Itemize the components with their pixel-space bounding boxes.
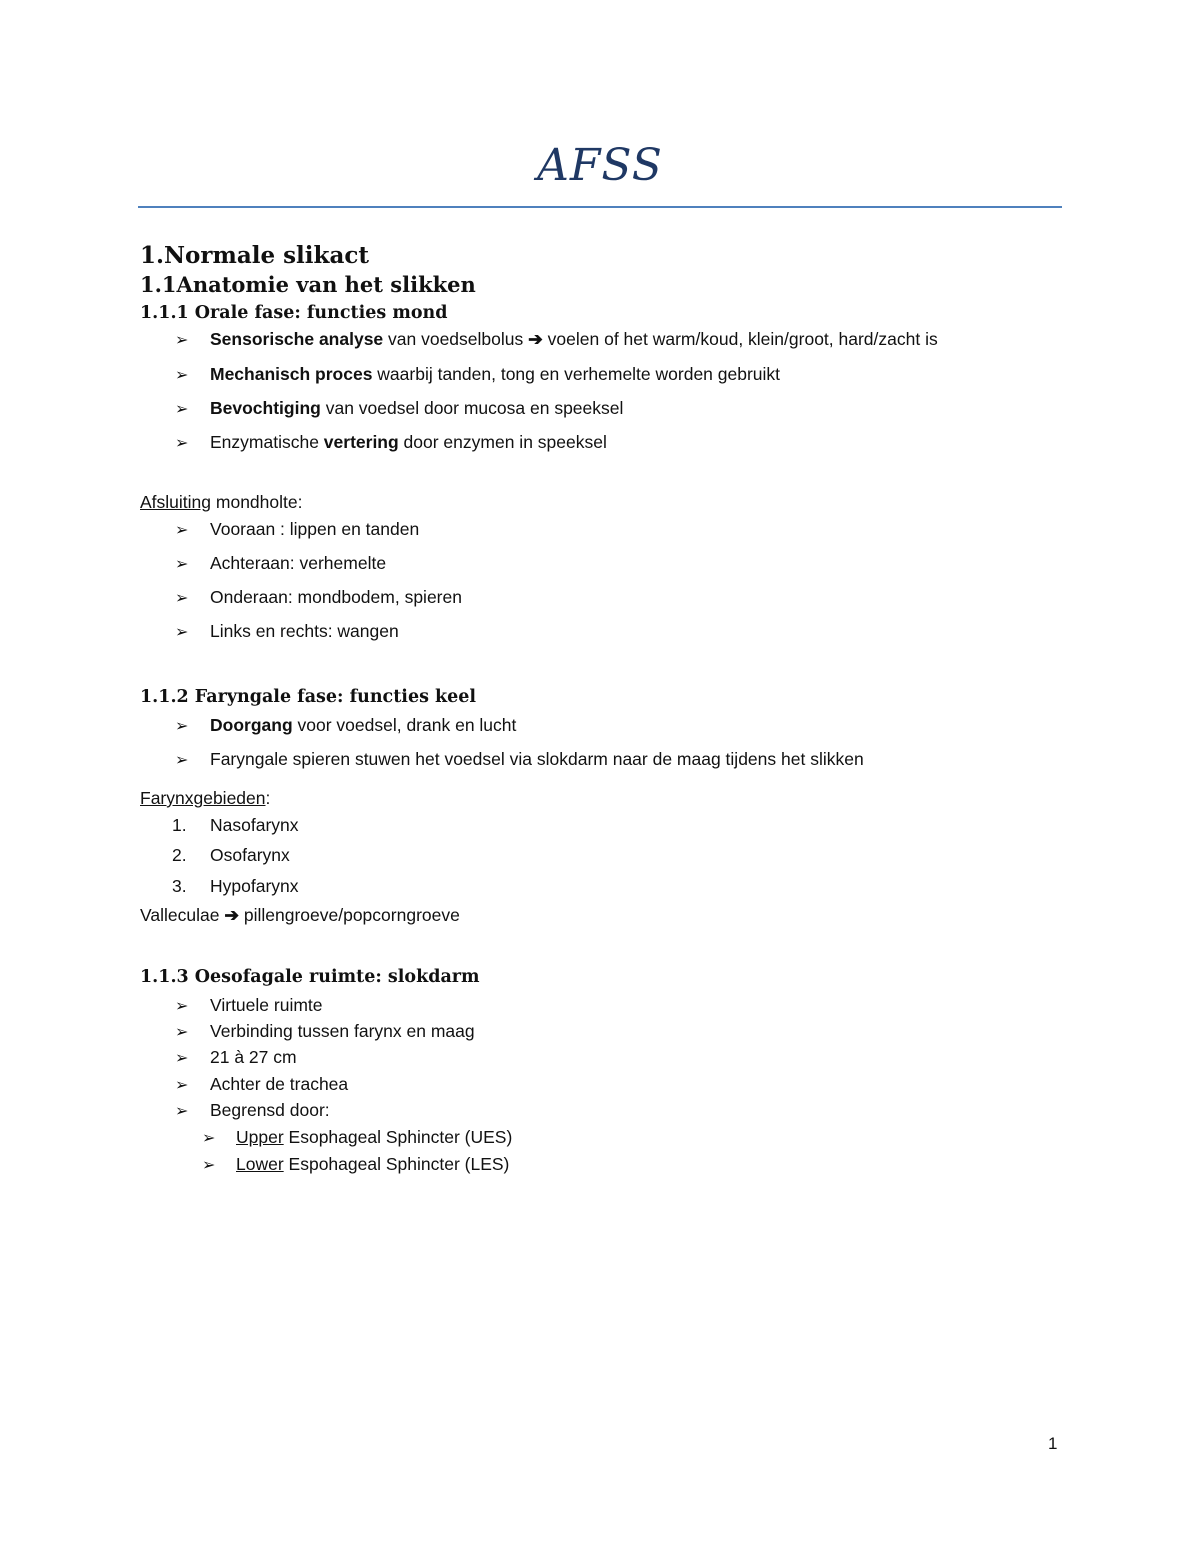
page-number: 1	[1048, 1434, 1058, 1453]
afsluiting-label: Afsluiting mondholte:	[140, 492, 303, 512]
document-title: AFSS	[537, 140, 663, 191]
list-item: Verbinding tussen farynx en maag	[210, 1021, 475, 1041]
list-item: Vooraan : lippen en tanden	[210, 519, 420, 539]
bullet-arrow-icon: ➢	[202, 1157, 216, 1174]
valleculae-line: Valleculae ➔ pillengroeve/popcorngroeve	[140, 905, 460, 925]
right-arrow-icon: ➔	[224, 905, 239, 925]
bullet-arrow-icon: ➢	[202, 1130, 216, 1147]
list-item: Doorgang voor voedsel, drank en lucht	[210, 715, 517, 735]
heading-1: 1.Normale slikact	[140, 242, 370, 269]
list-item: Nasofarynx	[210, 815, 299, 835]
list-item: Bevochtiging van voedsel door mucosa en speeksel	[210, 398, 624, 418]
heading-1-1-2: 1.1.2 Faryngale fase: functies keel	[140, 687, 477, 707]
list-item: Enzymatische vertering door enzymen in speeksel	[210, 432, 607, 452]
bullet-arrow-icon: ➢	[175, 1050, 189, 1067]
bullet-arrow-icon: ➢	[175, 752, 189, 769]
list-number: 3.	[172, 876, 187, 896]
list-item: 21 à 27 cm	[210, 1047, 297, 1067]
list-item: Osofarynx	[210, 845, 290, 865]
bullet-arrow-icon: ➢	[175, 401, 189, 418]
list-item: Faryngale spieren stuwen het voedsel via slokdarm naar de maag tijdens het slikken	[210, 749, 864, 769]
list-subitem: Lower Espohageal Sphincter (LES)	[236, 1154, 510, 1174]
bullet-arrow-icon: ➢	[175, 718, 189, 735]
list-item: Achteraan: verhemelte	[210, 553, 387, 573]
bullet-arrow-icon: ➢	[175, 435, 189, 452]
list-number: 1.	[172, 815, 187, 835]
list-item: Mechanisch proces waarbij tanden, tong en verhemelte worden gebruikt	[210, 364, 781, 384]
bullet-arrow-icon: ➢	[175, 367, 189, 384]
list-item: Virtuele ruimte	[210, 995, 323, 1015]
bullet-arrow-icon: ➢	[175, 556, 189, 573]
list-item: Links en rechts: wangen	[210, 621, 399, 641]
bullet-arrow-icon: ➢	[175, 1077, 189, 1094]
right-arrow-icon: ➔	[528, 329, 543, 349]
title-underline	[138, 206, 1062, 208]
bullet-arrow-icon: ➢	[175, 1024, 189, 1041]
list-item: Achter de trachea	[210, 1074, 349, 1094]
bullet-arrow-icon: ➢	[175, 522, 189, 539]
heading-1-1-1: 1.1.1 Orale fase: functies mond	[140, 303, 448, 323]
list-item: Onderaan: mondbodem, spieren	[210, 587, 462, 607]
heading-1-1: 1.1Anatomie van het slikken	[140, 272, 476, 297]
list-item: Begrensd door:	[210, 1100, 330, 1120]
farynx-label: Farynxgebieden:	[140, 788, 271, 808]
bullet-arrow-icon: ➢	[175, 1103, 189, 1120]
list-item: Hypofarynx	[210, 876, 299, 896]
list-number: 2.	[172, 845, 187, 865]
list-item: Sensorische analyse van voedselbolus ➔ voelen of het warm/koud, klein/groot, hard/zacht is	[210, 329, 938, 349]
bullet-arrow-icon: ➢	[175, 332, 189, 349]
bullet-arrow-icon: ➢	[175, 624, 189, 641]
bullet-arrow-icon: ➢	[175, 998, 189, 1015]
heading-1-1-3: 1.1.3 Oesofagale ruimte: slokdarm	[140, 967, 480, 987]
bullet-arrow-icon: ➢	[175, 590, 189, 607]
list-subitem: Upper Esophageal Sphincter (UES)	[236, 1127, 513, 1147]
